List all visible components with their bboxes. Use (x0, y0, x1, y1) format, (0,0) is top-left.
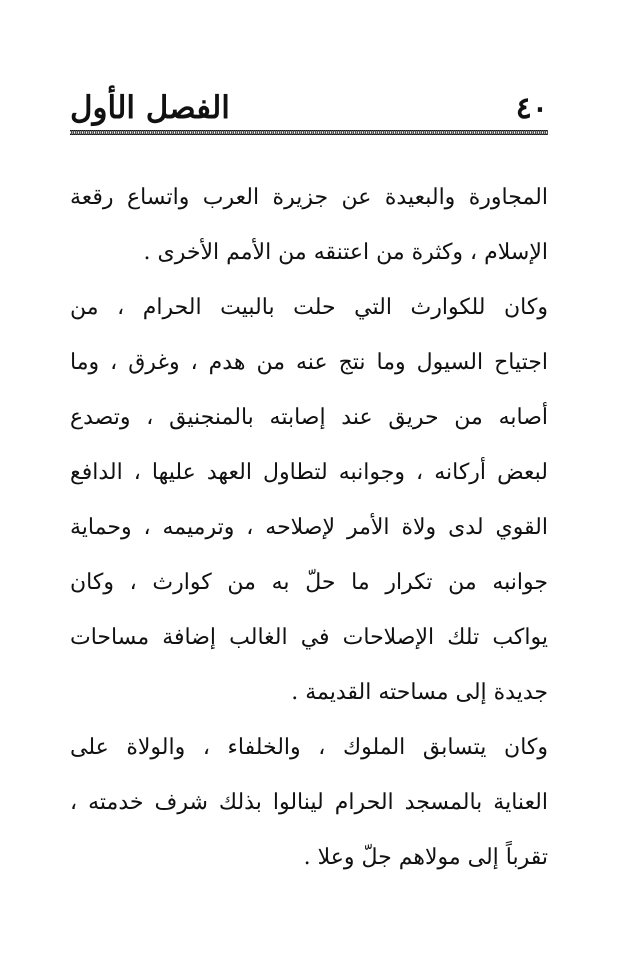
text-line: الإسلام ، وكثرة من اعتنقه من الأمم الأخرى . (143, 240, 548, 265)
text-line: اجتياح السيول وما نتج عنه من هدم ، وغرق ، وما (70, 350, 548, 375)
text-line: أصابه من حريق عند إصابته بالمنجنيق ، وتصدع (70, 405, 548, 430)
text-line: العناية بالمسجد الحرام لينالوا بذلك شرف خدمته ، (70, 790, 548, 815)
paragraph-1 (70, 170, 548, 280)
body-text (70, 170, 548, 885)
text-line: القوي لدى ولاة الأمر لإصلاحه ، وترميمه ، وحماية (70, 515, 548, 540)
paragraph-3 (70, 720, 548, 885)
page-number: ٤٠ (515, 91, 548, 126)
text-line: المجاورة والبعيدة عن جزيرة العرب واتساع رقعة (70, 185, 548, 210)
text-line: وكان للكوارث التي حلت بالبيت الحرام ، من (70, 295, 548, 320)
page-header (70, 88, 548, 132)
paragraph-2 (70, 280, 548, 720)
text-line: وكان يتسابق الملوك ، والخلفاء ، والولاة على (70, 735, 548, 760)
text-line: تقرباً إلى مولاهم جلّ وعلا . (303, 845, 548, 870)
chapter-title: الفصل الأول (70, 90, 230, 126)
text-line: جديدة إلى مساحته القديمة . (291, 680, 548, 705)
header-divider (70, 130, 548, 135)
text-line: لبعض أركانه ، وجوانبه لتطاول العهد عليها ، الدافع (70, 460, 548, 485)
text-line: جوانبه من تكرار ما حلّ به من كوارث ، وكان (70, 570, 548, 595)
text-line: يواكب تلك الإصلاحات في الغالب إضافة مساحات (70, 625, 548, 650)
